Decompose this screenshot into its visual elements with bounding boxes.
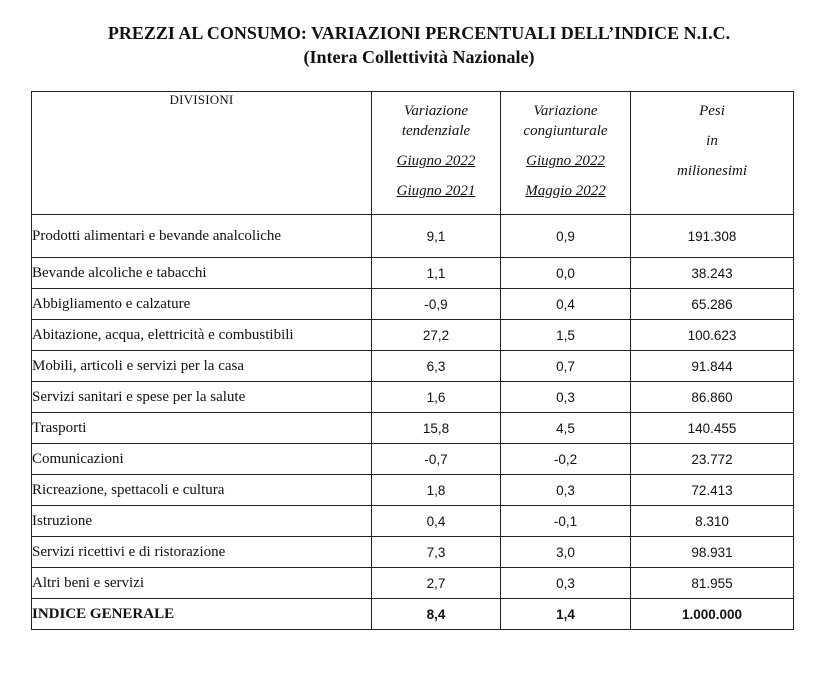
variazione-tendenziale-value: 1,8 [372, 475, 501, 506]
pesi-value: 140.455 [631, 413, 794, 444]
header-variazione-congiunturale [501, 92, 631, 215]
division-label: Prodotti alimentari e bevande analcoliche [32, 215, 372, 258]
division-label: Mobili, articoli e servizi per la casa [32, 351, 372, 382]
variazione-congiunturale-value: 0,3 [501, 475, 631, 506]
table-row [32, 215, 794, 258]
variazione-congiunturale-value: 0,9 [501, 215, 631, 258]
variazione-congiunturale-value: 4,5 [501, 413, 631, 444]
pesi-value: 23.772 [631, 444, 794, 475]
table-row [32, 537, 794, 568]
page-subtitle: (Intera Collettività Nazionale) [303, 47, 535, 67]
header-tendenziale-line1: Variazione [403, 103, 469, 119]
header-congiunturale-period-bottom: Maggio 2022 [525, 183, 606, 199]
table-row [32, 444, 794, 475]
table-row [32, 289, 794, 320]
header-tendenziale-line2: tendenziale [401, 123, 471, 139]
variazione-congiunturale-value: -0,1 [501, 506, 631, 537]
variazione-congiunturale-value: 3,0 [501, 537, 631, 568]
variazione-congiunturale-value: 0,7 [501, 351, 631, 382]
division-label: Ricreazione, spettacoli e cultura [32, 475, 372, 506]
pesi-value: 72.413 [631, 475, 794, 506]
header-pesi [631, 92, 794, 215]
pesi-value: 8.310 [631, 506, 794, 537]
header-congiunturale-period-top: Giugno 2022 [526, 153, 605, 169]
division-label: Abitazione, acqua, elettricità e combustibili [32, 320, 372, 351]
header-divisions: DIVISIONI [32, 92, 372, 215]
division-label: Servizi ricettivi e di ristorazione [32, 537, 372, 568]
variazione-congiunturale-value: 0,3 [501, 568, 631, 599]
variazione-tendenziale-value: 15,8 [372, 413, 501, 444]
variazione-congiunturale-value: 0,3 [501, 382, 631, 413]
variazione-tendenziale-value: 1,1 [372, 258, 501, 289]
division-label: Servizi sanitari e spese per la salute [32, 382, 372, 413]
variazione-tendenziale-value: 6,3 [372, 351, 501, 382]
table-row [32, 413, 794, 444]
pesi-value: 86.860 [631, 382, 794, 413]
pesi-value: 91.844 [631, 351, 794, 382]
variazione-tendenziale-value: -0,9 [372, 289, 501, 320]
header-pesi-line1: Pesi [699, 103, 725, 119]
header-pesi-line2: in [706, 133, 718, 149]
pesi-value: 38.243 [631, 258, 794, 289]
nic-index-table [31, 91, 794, 630]
total-pesi-value: 1.000.000 [631, 599, 794, 630]
division-label: Abbigliamento e calzature [32, 289, 372, 320]
division-label: Bevande alcoliche e tabacchi [32, 258, 372, 289]
division-label: Trasporti [32, 413, 372, 444]
variazione-tendenziale-value: 1,6 [372, 382, 501, 413]
table-header-row [32, 92, 794, 215]
page-title: PREZZI AL CONSUMO: VARIAZIONI PERCENTUALI DELL’INDICE N.I.C. [107, 23, 731, 43]
header-congiunturale-line2: congiunturale [523, 123, 608, 139]
variazione-tendenziale-value: 27,2 [372, 320, 501, 351]
table-total-row [32, 599, 794, 630]
variazione-congiunturale-value: 0,0 [501, 258, 631, 289]
table-row [32, 568, 794, 599]
header-pesi-line3: milionesimi [677, 163, 747, 179]
division-label: Altri beni e servizi [32, 568, 372, 599]
table-row [32, 506, 794, 537]
variazione-congiunturale-value: -0,2 [501, 444, 631, 475]
header-tendenziale-period-top: Giugno 2022 [396, 153, 476, 169]
total-label: INDICE GENERALE [32, 599, 372, 630]
table-row [32, 382, 794, 413]
table-row [32, 320, 794, 351]
table-row [32, 475, 794, 506]
pesi-value: 65.286 [631, 289, 794, 320]
variazione-tendenziale-value: 2,7 [372, 568, 501, 599]
pesi-value: 81.955 [631, 568, 794, 599]
pesi-value: 100.623 [631, 320, 794, 351]
division-label: Istruzione [32, 506, 372, 537]
variazione-tendenziale-value: -0,7 [372, 444, 501, 475]
pesi-value: 98.931 [631, 537, 794, 568]
table-row [32, 258, 794, 289]
total-congiunturale-value: 1,4 [501, 599, 631, 630]
variazione-congiunturale-value: 0,4 [501, 289, 631, 320]
pesi-value: 191.308 [631, 215, 794, 258]
variazione-tendenziale-value: 9,1 [372, 215, 501, 258]
variazione-congiunturale-value: 1,5 [501, 320, 631, 351]
header-congiunturale-line1: Variazione [533, 103, 598, 119]
header-variazione-tendenziale [372, 92, 501, 215]
table-row [32, 351, 794, 382]
header-tendenziale-period-bottom: Giugno 2021 [396, 183, 476, 199]
variazione-tendenziale-value: 7,3 [372, 537, 501, 568]
division-label: Comunicazioni [32, 444, 372, 475]
total-tendenziale-value: 8,4 [372, 599, 501, 630]
variazione-tendenziale-value: 0,4 [372, 506, 501, 537]
